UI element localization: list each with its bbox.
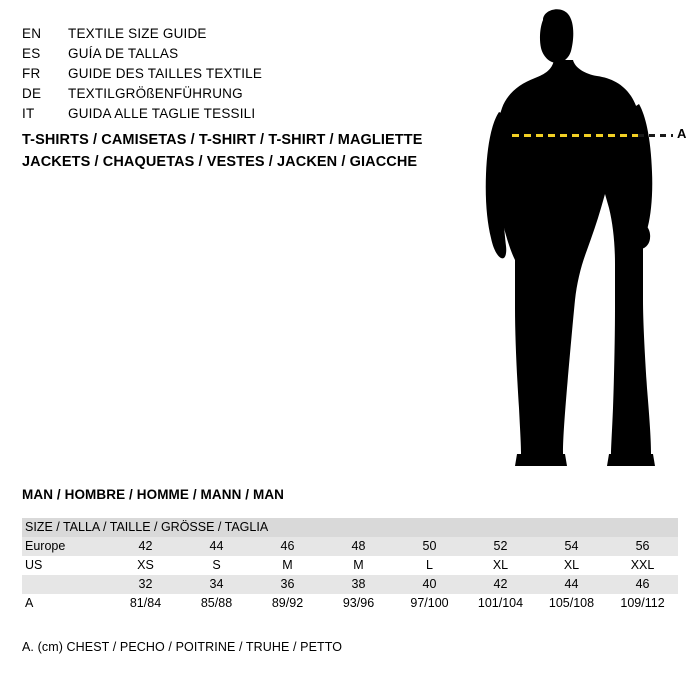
language-code: DE [22, 86, 42, 101]
table-row [22, 556, 678, 575]
table-cell: 52 [465, 537, 536, 556]
table-group-title: MAN / HOMBRE / HOMME / MANN / MAN [22, 487, 285, 502]
silhouette-svg [455, 8, 695, 473]
language-title: GUIDE DES TAILLES TEXTILE [68, 66, 263, 81]
table-cell: 40 [394, 575, 465, 594]
language-row [22, 106, 442, 126]
language-code: EN [22, 26, 42, 41]
language-code: ES [22, 46, 41, 61]
table-cell: M [252, 556, 323, 575]
language-code: FR [22, 66, 41, 81]
language-row [22, 26, 442, 46]
table-cell: 46 [607, 575, 678, 594]
table-cell: 56 [607, 537, 678, 556]
chest-measure-line [512, 134, 642, 137]
table-cell: L [394, 556, 465, 575]
table-cell: 50 [394, 537, 465, 556]
body-silhouette-illustration [455, 8, 695, 473]
language-list [22, 26, 442, 126]
language-title: GUIDA ALLE TAGLIE TESSILI [68, 106, 256, 121]
chest-measure-pointer [638, 134, 673, 137]
category-tshirts: T-SHIRTS / CAMISETAS / T-SHIRT / T-SHIRT / MAGLIETTE [22, 132, 423, 148]
table-cell: M [323, 556, 394, 575]
row-label: Europe [22, 537, 110, 556]
language-code: IT [22, 106, 35, 121]
table-cell: XL [465, 556, 536, 575]
category-list [22, 129, 492, 173]
table-cell: 54 [536, 537, 607, 556]
language-title: GUÍA DE TALLAS [68, 46, 179, 61]
chest-measure-label: A [677, 126, 687, 141]
language-title: TEXTILE SIZE GUIDE [68, 26, 207, 41]
table-cell: 89/92 [252, 594, 323, 613]
table-cell: 44 [536, 575, 607, 594]
table-header-row [22, 518, 678, 537]
table-cell: 34 [181, 575, 252, 594]
table-cell: 97/100 [394, 594, 465, 613]
table-cell: 46 [252, 537, 323, 556]
language-title: TEXTILGRÖßENFÜHRUNG [68, 86, 243, 101]
language-row [22, 46, 442, 66]
table-cell: 93/96 [323, 594, 394, 613]
language-row [22, 86, 442, 106]
table-header-label: SIZE / TALLA / TAILLE / GRÖSSE / TAGLIA [22, 518, 678, 537]
row-label [22, 575, 110, 594]
row-label: US [22, 556, 110, 575]
table-cell: 85/88 [181, 594, 252, 613]
size-table [22, 518, 678, 613]
table-row [22, 594, 678, 613]
table-cell: 36 [252, 575, 323, 594]
table-cell: S [181, 556, 252, 575]
table-cell: XL [536, 556, 607, 575]
measurement-footnote: A. (cm) CHEST / PECHO / POITRINE / TRUHE / PETTO [22, 640, 343, 654]
table-cell: XS [110, 556, 181, 575]
language-row [22, 66, 442, 86]
table-cell: 32 [110, 575, 181, 594]
table-cell: 101/104 [465, 594, 536, 613]
table-cell: XXL [607, 556, 678, 575]
table-cell: 38 [323, 575, 394, 594]
row-label: A [22, 594, 110, 613]
table-cell: 42 [110, 537, 181, 556]
table-cell: 44 [181, 537, 252, 556]
category-jackets: JACKETS / CHAQUETAS / VESTES / JACKEN / GIACCHE [22, 154, 418, 170]
table-cell: 81/84 [110, 594, 181, 613]
table-cell: 42 [465, 575, 536, 594]
table-row [22, 575, 678, 594]
table-cell: 48 [323, 537, 394, 556]
table-cell: 109/112 [607, 594, 678, 613]
table-row [22, 537, 678, 556]
table-cell: 105/108 [536, 594, 607, 613]
